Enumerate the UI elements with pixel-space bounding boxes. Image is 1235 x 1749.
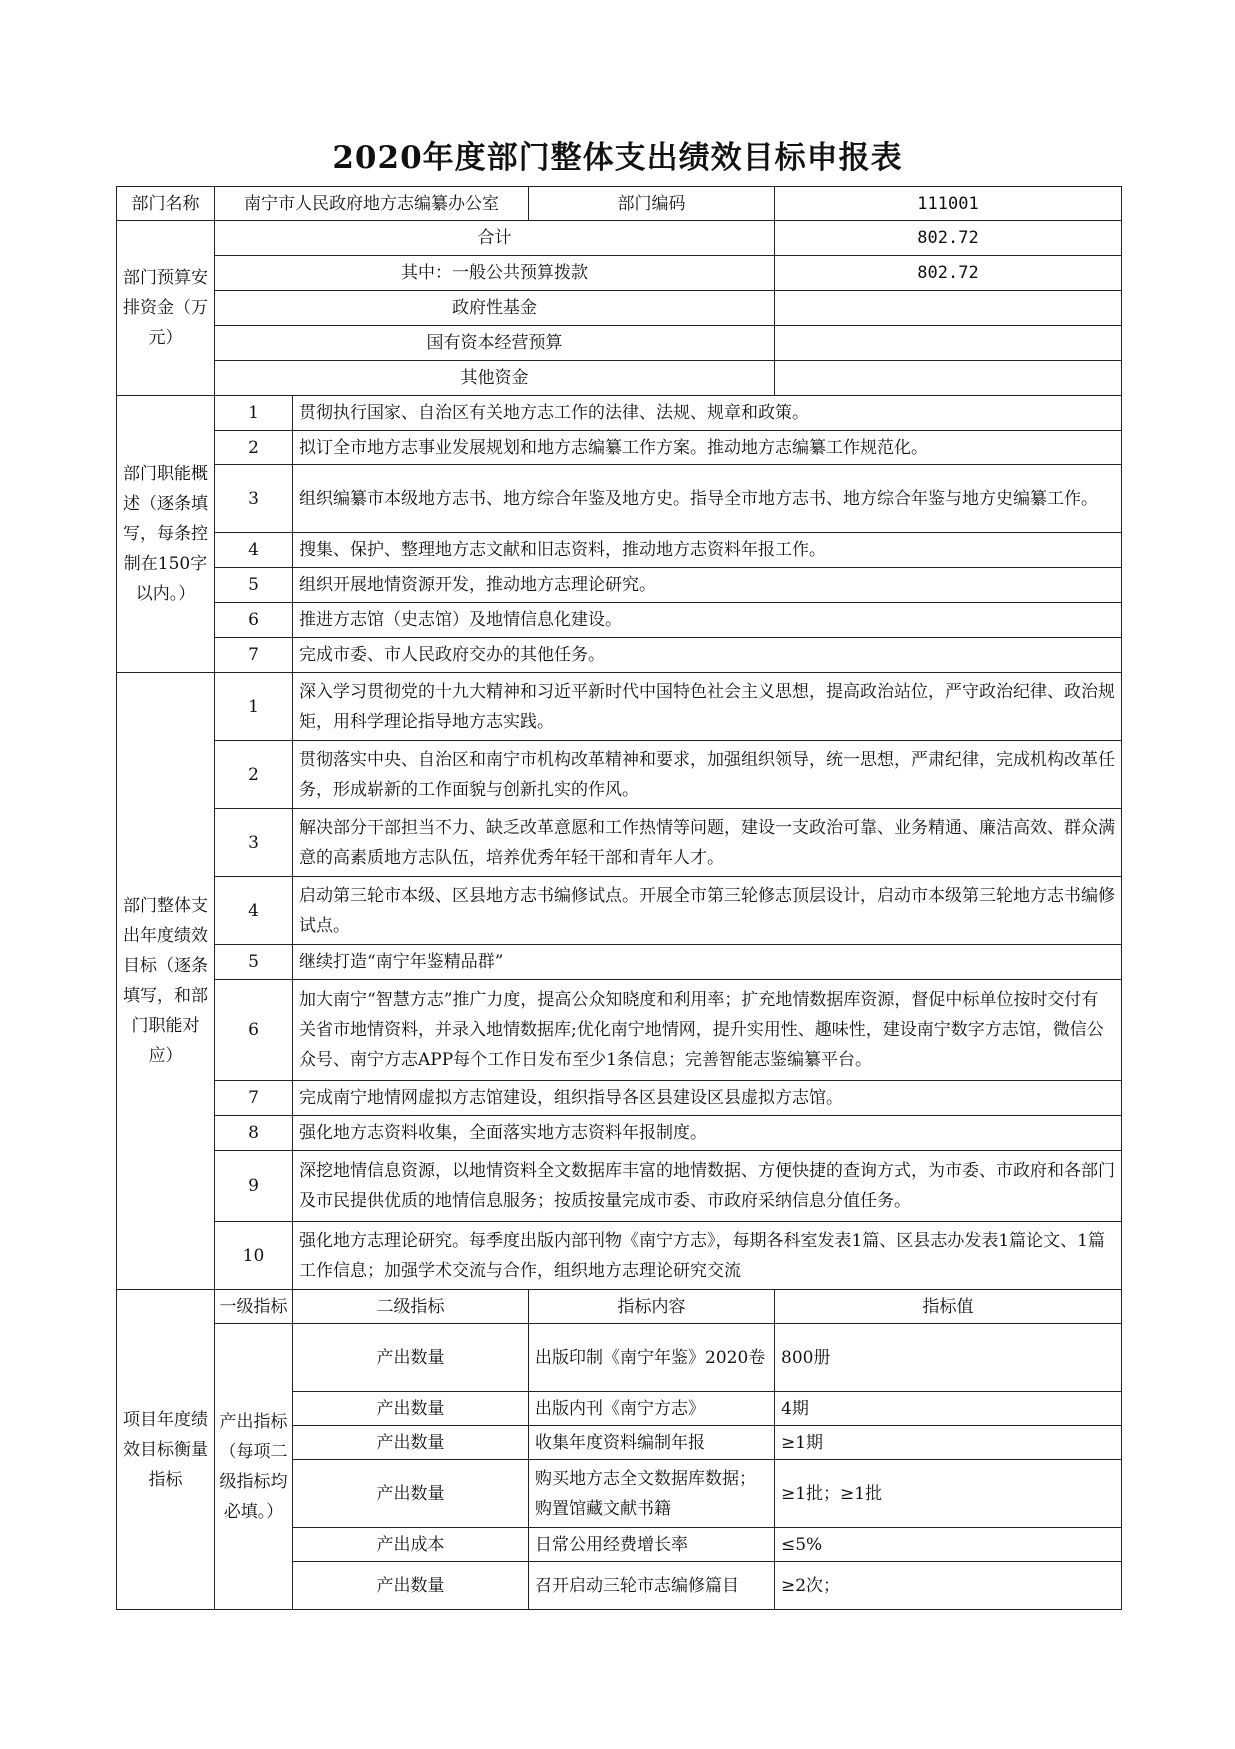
indicators-label: 项目年度绩效目标衡量指标: [117, 1290, 215, 1610]
budget-row-label: 其他资金: [215, 361, 775, 396]
budget-row-label: 国有资本经营预算: [215, 326, 775, 361]
function-text: 拟订全市地方志事业发展规划和地方志编纂工作方案。推动地方志编纂工作规范化。: [293, 431, 1122, 465]
goals-label: 部门整体支出年度绩效目标（逐条填写，和部门职能对应）: [117, 673, 215, 1290]
indicator-level2: 产出数量: [293, 1562, 529, 1610]
budget-row-value: 802.72: [775, 256, 1122, 291]
goal-number: 8: [215, 1116, 293, 1151]
indicator-content: 出版内刊《南宁方志》: [529, 1392, 775, 1426]
goal-number: 2: [215, 741, 293, 809]
indicator-content: 日常公用经费增长率: [529, 1528, 775, 1562]
indicator-value: ≥2次；: [775, 1562, 1122, 1610]
function-number: 7: [215, 638, 293, 673]
goal-number: 6: [215, 980, 293, 1081]
function-number: 3: [215, 465, 293, 533]
indicator-content: 召开启动三轮市志编修篇目: [529, 1562, 775, 1610]
indicator-value: ≥1期: [775, 1426, 1122, 1460]
goal-number: 3: [215, 809, 293, 877]
indicator-level2: 产出数量: [293, 1392, 529, 1426]
indicator-header-value: 指标值: [775, 1290, 1122, 1324]
indicator-header-level2: 二级指标: [293, 1290, 529, 1324]
performance-target-table: [116, 186, 1122, 1610]
indicator-header-level1: 一级指标: [215, 1290, 293, 1324]
function-text: 贯彻执行国家、自治区有关地方志工作的法律、法规、规章和政策。: [293, 396, 1122, 431]
goal-number: 5: [215, 945, 293, 980]
function-text: 完成市委、市人民政府交办的其他任务。: [293, 638, 1122, 673]
function-text: 组织编纂市本级地方志书、地方综合年鉴及地方史。指导全市地方志书、地方综合年鉴与地方史编纂工作。: [293, 465, 1122, 533]
budget-row-label: 合计: [215, 221, 775, 256]
goal-number: 1: [215, 673, 293, 741]
budget-row-value: [775, 291, 1122, 326]
goal-text: 强化地方志理论研究。每季度出版内部刊物《南宁方志》，每期各科室发表1篇、区县志办发表1篇论文、1篇工作信息；加强学术交流与合作，组织地方志理论研究交流: [293, 1222, 1122, 1290]
page-title: 2020年度部门整体支出绩效目标申报表: [332, 140, 903, 176]
goal-text: 贯彻落实中央、自治区和南宁市机构改革精神和要求，加强组织领导，统一思想，严肃纪律，完成机构改革任务，形成崭新的工作面貌与创新扎实的作风。: [293, 741, 1122, 809]
goal-text: 加大南宁“智慧方志”推广力度，提高公众知晓度和利用率；扩充地情数据库资源，督促中标单位按时交付有关省市地情资料，并录入地情数据库;优化南宁地情网，提升实用性、趣味性，建设南宁数字方志馆，微信公众号、南宁方志APP每个工作日发布至少1条信息；完善智能志鉴编纂平台。: [293, 980, 1122, 1081]
indicator-content: 出版印制《南宁年鉴》2020卷: [529, 1324, 775, 1392]
function-text: 组织开展地情资源开发，推动地方志理论研究。: [293, 568, 1122, 603]
goal-text: 深挖地情信息资源，以地情资料全文数据库丰富的地情数据、方便快捷的查询方式，为市委、市政府和各部门及市民提供优质的地情信息服务；按质按量完成市委、市政府采纳信息分值任务。: [293, 1151, 1122, 1222]
indicator-level1-value: 产出指标（每项二级指标均必填。）: [215, 1324, 293, 1610]
budget-row-value: [775, 361, 1122, 396]
indicator-level2: 产出数量: [293, 1460, 529, 1528]
goal-text: 完成南宁地情网虚拟方志馆建设，组织指导各区县建设区县虚拟方志馆。: [293, 1081, 1122, 1116]
goal-text: 解决部分干部担当不力、缺乏改革意愿和工作热情等问题，建设一支政治可靠、业务精通、廉洁高效、群众满意的高素质地方志队伍，培养优秀年轻干部和青年人才。: [293, 809, 1122, 877]
function-number: 1: [215, 396, 293, 431]
goal-text: 继续打造“南宁年鉴精品群”: [293, 945, 1122, 980]
goal-text: 深入学习贯彻党的十九大精神和习近平新时代中国特色社会主义思想，提高政治站位，严守政治纪律、政治规矩，用科学理论指导地方志实践。: [293, 673, 1122, 741]
goal-text: 启动第三轮市本级、区县地方志书编修试点。开展全市第三轮修志顶层设计，启动市本级第三轮地方志书编修试点。: [293, 877, 1122, 945]
budget-row-value: 802.72: [775, 221, 1122, 256]
indicator-value: ≤5%: [775, 1528, 1122, 1562]
dept-name-label: 部门名称: [117, 187, 215, 221]
indicator-level2: 产出数量: [293, 1324, 529, 1392]
functions-label: 部门职能概述（逐条填写，每条控制在150字以内。）: [117, 396, 215, 673]
dept-name-value: 南宁市人民政府地方志编纂办公室: [215, 187, 529, 221]
function-number: 5: [215, 568, 293, 603]
indicator-value: 4期: [775, 1392, 1122, 1426]
indicator-content: 收集年度资料编制年报: [529, 1426, 775, 1460]
dept-code-label: 部门编码: [529, 187, 775, 221]
budget-row-label: 政府性基金: [215, 291, 775, 326]
budget-label: 部门预算安排资金（万元）: [117, 221, 215, 396]
function-number: 6: [215, 603, 293, 638]
function-number: 4: [215, 533, 293, 568]
dept-code-value: 111001: [775, 187, 1122, 221]
goal-number: 10: [215, 1222, 293, 1290]
indicator-level2: 产出成本: [293, 1528, 529, 1562]
goal-number: 4: [215, 877, 293, 945]
function-text: 推进方志馆（史志馆）及地情信息化建设。: [293, 603, 1122, 638]
indicator-level2: 产出数量: [293, 1426, 529, 1460]
goal-number: 9: [215, 1151, 293, 1222]
function-text: 搜集、保护、整理地方志文献和旧志资料，推动地方志资料年报工作。: [293, 533, 1122, 568]
function-number: 2: [215, 431, 293, 465]
indicator-value: 800册: [775, 1324, 1122, 1392]
budget-row-label: 其中：一般公共预算拨款: [215, 256, 775, 291]
indicator-value: ≥1批；≥1批: [775, 1460, 1122, 1528]
indicator-content: 购买地方志全文数据库数据；购置馆藏文献书籍: [529, 1460, 775, 1528]
goal-text: 强化地方志资料收集，全面落实地方志资料年报制度。: [293, 1116, 1122, 1151]
indicator-header-content: 指标内容: [529, 1290, 775, 1324]
goal-number: 7: [215, 1081, 293, 1116]
budget-row-value: [775, 326, 1122, 361]
